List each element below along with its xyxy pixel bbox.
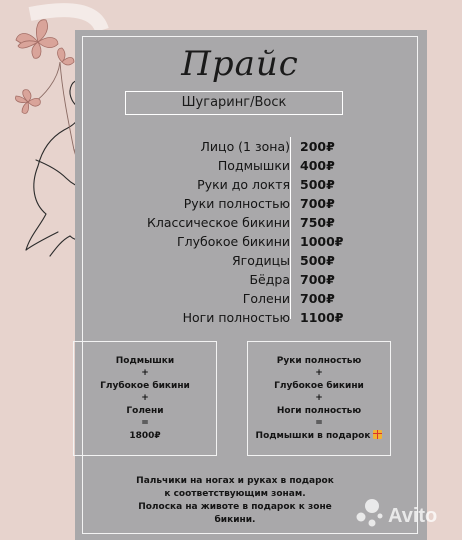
combo-offer-right — [247, 341, 391, 456]
service-name: Руки полностью — [183, 196, 290, 211]
note-line: к соответствующим зонам. — [164, 489, 306, 499]
price-row — [110, 232, 400, 251]
price-list — [110, 137, 400, 327]
category-subtitle: Шугаринг/Воск — [125, 91, 343, 115]
service-price: 1000₽ — [300, 234, 344, 249]
combo-gift-text: Подмышки в подарок — [255, 430, 371, 441]
combo-line: + — [141, 368, 149, 379]
service-name: Бёдра — [249, 272, 290, 287]
combo-total: 1800₽ — [129, 430, 161, 441]
price-row — [110, 308, 400, 327]
combo-line: + — [141, 393, 149, 404]
watermark-text: Avito — [388, 505, 438, 527]
price-row — [110, 289, 400, 308]
note-line: Пальчики на ногах и руках в подарок — [136, 476, 334, 486]
combo-offer-left — [73, 341, 217, 456]
price-row — [110, 137, 400, 156]
service-name: Подмышки — [217, 158, 290, 173]
page-title: Прайс — [181, 44, 299, 84]
service-price: 200₽ — [300, 139, 335, 154]
gift-icon — [373, 430, 382, 439]
combo-line: Подмышки — [115, 355, 175, 366]
service-name: Классическое бикини — [146, 215, 290, 230]
price-row — [110, 213, 400, 232]
combo-line: Голени — [126, 405, 164, 416]
combo-gift-line — [256, 430, 383, 443]
service-name: Руки до локтя — [197, 177, 290, 192]
service-name: Лицо (1 зона) — [200, 139, 290, 154]
service-price: 1100₽ — [300, 310, 344, 325]
service-price: 750₽ — [300, 215, 335, 230]
price-row — [110, 194, 400, 213]
price-row — [110, 175, 400, 194]
service-price: 700₽ — [300, 291, 335, 306]
service-price: 700₽ — [300, 196, 335, 211]
service-name: Ягодицы — [231, 253, 290, 268]
combo-line: + — [315, 368, 323, 379]
combo-line: = — [315, 418, 323, 429]
price-row — [110, 156, 400, 175]
service-name: Глубокое бикини — [176, 234, 290, 249]
service-price: 700₽ — [300, 272, 335, 287]
service-name: Голени — [242, 291, 290, 306]
service-price: 500₽ — [300, 177, 335, 192]
service-name: Ноги полностью — [182, 310, 290, 325]
combo-line: Ноги полностью — [276, 405, 362, 416]
service-price: 400₽ — [300, 158, 335, 173]
combo-line: = — [141, 418, 149, 429]
price-row — [110, 270, 400, 289]
combo-line: Руки полностью — [276, 355, 362, 366]
combo-line: Глубокое бикини — [274, 380, 364, 391]
price-row — [110, 251, 400, 270]
note-line: Полоска на животе в подарок к зоне бикини. — [138, 502, 332, 525]
bonus-notes — [120, 475, 350, 527]
price-divider — [290, 137, 291, 319]
combo-line: + — [315, 393, 323, 404]
avito-watermark — [352, 496, 454, 532]
combo-line: Глубокое бикини — [100, 380, 190, 391]
service-price: 500₽ — [300, 253, 335, 268]
